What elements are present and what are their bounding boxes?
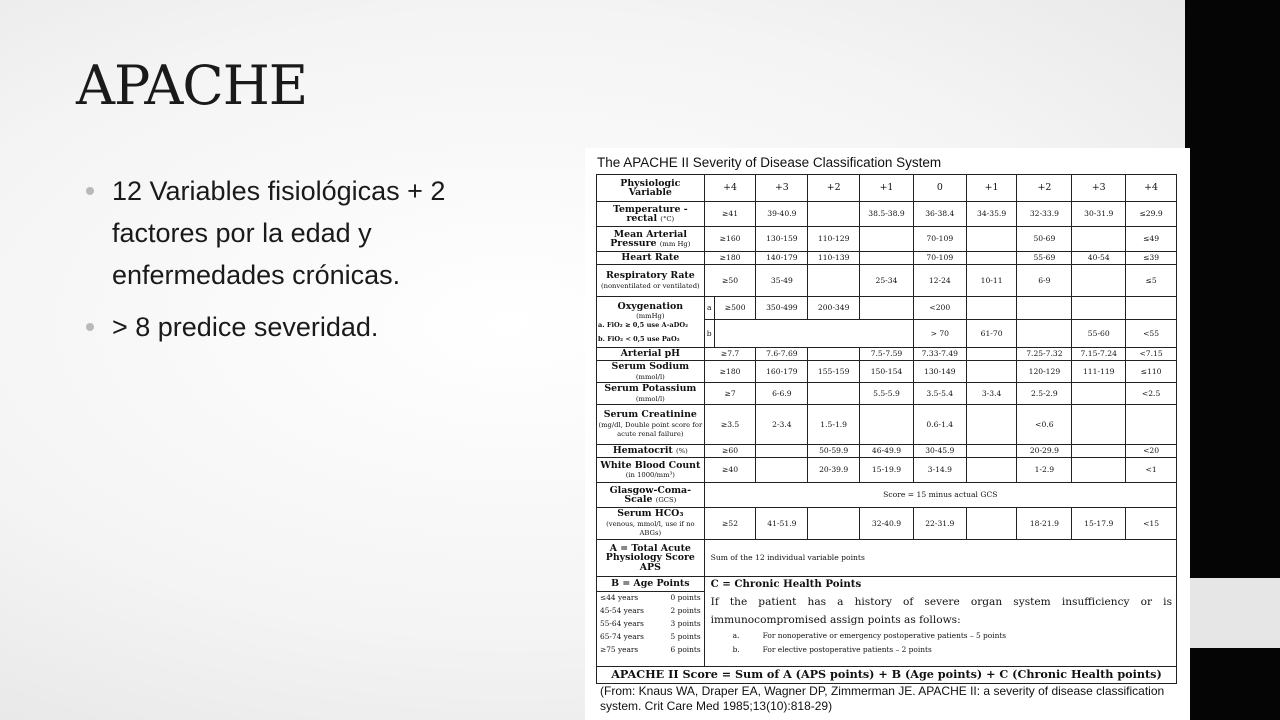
score-cell: 35-49 [756,265,808,297]
score-cell [966,405,1017,445]
score-cell: 5.5-5.9 [860,383,914,405]
header-cell: +4 [704,175,756,202]
score-cell [808,202,860,227]
score-cell: 130-159 [756,227,808,252]
header-cell: +2 [808,175,860,202]
chronic-health-text: If the patient has a history of severe organ system insufficiency or is immunocompromised assign points as follows: [710,595,1172,626]
variable-label: White Blood Count (in 1000/mm³) [597,458,705,483]
score-cell [1072,405,1126,445]
table-header-row [597,175,1177,202]
score-cell: 22-31.9 [913,508,966,540]
row-marker: a [704,297,714,320]
score-cell: 41-51.9 [756,508,808,540]
table-title: The APACHE II Severity of Disease Classification System [597,155,942,170]
score-cell: ≥50 [704,265,756,297]
row-oxygenation-a [597,297,1177,320]
row-apache-total [597,667,1177,684]
score-cell: 350-499 [756,297,808,320]
age-row: ≤44 years 0 points [600,592,701,602]
score-cell: ≥3.5 [704,405,756,445]
row-respiratory-rate [597,265,1177,297]
score-cell: 30-45.9 [913,445,966,458]
score-cell: 7.33-7.49 [913,348,966,361]
score-cell: 140-179 [756,252,808,265]
age-row: 65-74 years 5 points [600,631,701,641]
bullet-dot-icon [86,323,94,331]
score-cell: 50-69 [1017,227,1072,252]
chronic-health-label: C = Chronic Health Points [710,578,862,590]
slide-title: APACHE [76,54,308,117]
score-cell: ≥7 [704,383,756,405]
score-cell [756,458,808,483]
score-cell: 7.25-7.32 [1017,348,1072,361]
score-cell: ≤39 [1126,252,1177,265]
score-cell: ≥500 [714,297,756,320]
variable-label: Serum HCO₃ (venous, mmol/l, use if no ABGs) [597,508,705,540]
header-cell: +3 [1072,175,1126,202]
score-cell: 34-35.9 [966,202,1017,227]
score-cell: <55 [1126,320,1177,348]
header-cell: +3 [756,175,808,202]
score-cell: 32-40.9 [860,508,914,540]
score-cell: ≥52 [704,508,756,540]
score-cell: 110-139 [808,252,860,265]
apache-table [596,174,1177,684]
score-cell: 111-119 [1072,361,1126,383]
score-cell [1017,297,1072,320]
row-white-blood-count [597,458,1177,483]
score-cell: 70-109 [913,227,966,252]
score-cell: ≥40 [704,458,756,483]
score-cell [1072,297,1126,320]
score-cell [966,458,1017,483]
score-cell: 130-149 [913,361,966,383]
score-cell: 7.15-7.24 [1072,348,1126,361]
score-cell [808,383,860,405]
variable-label: Mean Arterial Pressure (mm Hg) [597,227,705,252]
row-serum-potassium [597,383,1177,405]
score-cell: 46-49.9 [860,445,914,458]
score-cell [808,348,860,361]
score-cell: 36-38.4 [913,202,966,227]
score-cell [756,445,808,458]
variable-label: Heart Rate [597,252,705,265]
score-cell: 12-24 [913,265,966,297]
right-dark-bar-bottom [1185,648,1280,720]
score-cell: 55-60 [1072,320,1126,348]
score-cell: <1 [1126,458,1177,483]
bullet-dot-icon [86,187,94,195]
score-cell: 18-21.9 [1017,508,1072,540]
row-heart-rate [597,252,1177,265]
score-cell: 30-31.9 [1072,202,1126,227]
score-cell: 1-2.9 [1017,458,1072,483]
age-row: 55-64 years 3 points [600,618,701,628]
score-cell [1126,405,1177,445]
score-cell: 20-39.9 [808,458,860,483]
oxygenation-note-a: a. FiO₂ ≥ 0,5 use A-aDO₂ [598,321,689,330]
age-points-label: B = Age Points [597,577,704,592]
score-cell: 3-14.9 [913,458,966,483]
score-cell: ≥7.7 [704,348,756,361]
score-cell: ≥160 [704,227,756,252]
score-cell: 2.5-2.9 [1017,383,1072,405]
score-cell: ≥41 [704,202,756,227]
row-serum-creatinine [597,405,1177,445]
score-cell: ≤29.9 [1126,202,1177,227]
score-cell: 50-59.9 [808,445,860,458]
score-cell: 55-69 [1017,252,1072,265]
variable-label: Respiratory Rate (nonventilated or ventilated) [597,265,705,297]
age-points-cell [597,577,705,667]
header-cell: +2 [1017,175,1072,202]
score-cell: 120-129 [1017,361,1072,383]
row-hematocrit [597,445,1177,458]
score-cell: > 70 [913,320,966,348]
score-cell [714,320,913,348]
score-cell: <0.6 [1017,405,1072,445]
score-cell: 61-70 [966,320,1017,348]
score-cell: 2-3.4 [756,405,808,445]
variable-label: Serum Sodium (mmol/l) [597,361,705,383]
score-cell: 0.6-1.4 [913,405,966,445]
chronic-health-cell [704,577,1176,667]
score-cell: 6-9 [1017,265,1072,297]
chronic-health-item: a. For nonoperative or emergency postoperative patients – 5 points [732,630,1007,640]
score-cell: 15-17.9 [1072,508,1126,540]
score-cell [860,252,914,265]
score-cell: ≤5 [1126,265,1177,297]
apache-table-image [585,148,1190,720]
variable-label: Hematocrit (%) [597,445,705,458]
variable-label: Oxygenation (mmHg) a. FiO₂ ≥ 0,5 use A-aDO₂ b. FiO₂ < 0,5 use PaO₂ [597,297,705,348]
score-cell [808,265,860,297]
row-temperature [597,202,1177,227]
score-cell: <7.15 [1126,348,1177,361]
score-cell: 20-29.9 [1017,445,1072,458]
bullet-text: > 8 predice severidad. [112,312,379,342]
right-dark-bar-top [1185,0,1280,578]
header-cell: +1 [966,175,1017,202]
row-total-aps [597,540,1177,577]
variable-label: Arterial pH [597,348,705,361]
bullet-item [86,306,546,348]
score-cell: 155-159 [808,361,860,383]
score-cell [1072,458,1126,483]
score-cell [1072,227,1126,252]
score-cell [808,508,860,540]
aps-text: Sum of the 12 individual variable points [704,540,1176,577]
score-cell: 39-40.9 [756,202,808,227]
score-cell: ≤49 [1126,227,1177,252]
row-arterial-ph [597,348,1177,361]
score-cell: 7.5-7.59 [860,348,914,361]
score-cell [1072,383,1126,405]
header-cell: +1 [860,175,914,202]
score-cell: 6-6.9 [756,383,808,405]
header-cell: 0 [913,175,966,202]
score-cell: <20 [1126,445,1177,458]
score-cell: 70-109 [913,252,966,265]
score-cell: 7.6-7.69 [756,348,808,361]
age-row: ≥75 years 6 points [600,644,701,654]
score-cell: 1.5-1.9 [808,405,860,445]
header-cell: +4 [1126,175,1177,202]
score-cell: 200-349 [808,297,860,320]
score-cell: 40-54 [1072,252,1126,265]
row-serum-hco3 [597,508,1177,540]
score-cell: 38.5-38.9 [860,202,914,227]
score-cell: 150-154 [860,361,914,383]
score-cell [966,361,1017,383]
score-cell: 110-129 [808,227,860,252]
score-cell: <200 [913,297,966,320]
variable-label: Serum Potassium (mmol/l) [597,383,705,405]
score-cell [966,348,1017,361]
chronic-health-item: b. For elective postoperative patients – 2 points [732,644,932,654]
score-cell: ≥60 [704,445,756,458]
score-cell: <15 [1126,508,1177,540]
score-cell [1017,320,1072,348]
score-cell [1072,265,1126,297]
apache-total-formula: APACHE II Score = Sum of A (APS points) + B (Age points) + C (Chronic Health points) [597,667,1177,684]
aps-label: A = Total Acute Physiology Score APS [597,540,705,577]
table-source-citation: (From: Knaus WA, Draper EA, Wagner DP, Zimmerman JE. APACHE II: a severity of disease classification system. Crit Care Med 1985;13(10):818-29) [600,684,1165,713]
header-variable: Physiologic Variable [597,175,705,202]
score-cell: 25-34 [860,265,914,297]
oxygenation-note-b: b. FiO₂ < 0,5 use PaO₂ [598,334,680,343]
score-cell: 3.5-5.4 [913,383,966,405]
gcs-rule: Score = 15 minus actual GCS [704,483,1176,508]
row-mean-arterial-pressure [597,227,1177,252]
score-cell: ≥180 [704,361,756,383]
score-cell [966,252,1017,265]
row-glasgow-coma-scale [597,483,1177,508]
score-cell [966,227,1017,252]
score-cell [966,297,1017,320]
variable-label: Glasgow-Coma-Scale (GCS) [597,483,705,508]
row-marker: b [704,320,714,348]
score-cell: 3-3.4 [966,383,1017,405]
score-cell [860,227,914,252]
score-cell [1126,297,1177,320]
bullet-list [86,170,546,358]
score-cell: <2.5 [1126,383,1177,405]
score-cell [966,508,1017,540]
score-cell: ≥180 [704,252,756,265]
bullet-item [86,170,546,296]
score-cell [966,445,1017,458]
score-cell [860,405,914,445]
score-cell: 160-179 [756,361,808,383]
bullet-text: 12 Variables fisiológicas + 2 factores por la edad y enfermedades crónicas. [112,176,446,290]
variable-label: Serum Creatinine (mg/dl, Double point score for acute renal failure) [597,405,705,445]
score-cell: ≤110 [1126,361,1177,383]
score-cell: 10-11 [966,265,1017,297]
age-row: 45-54 years 2 points [600,605,701,615]
score-cell: 32-33.9 [1017,202,1072,227]
score-cell [1072,445,1126,458]
row-age-chronic [597,577,1177,667]
right-light-bar [1185,578,1280,648]
variable-label: Temperature - rectal (°C) [597,202,705,227]
row-serum-sodium [597,361,1177,383]
score-cell: 15-19.9 [860,458,914,483]
score-cell [860,297,914,320]
